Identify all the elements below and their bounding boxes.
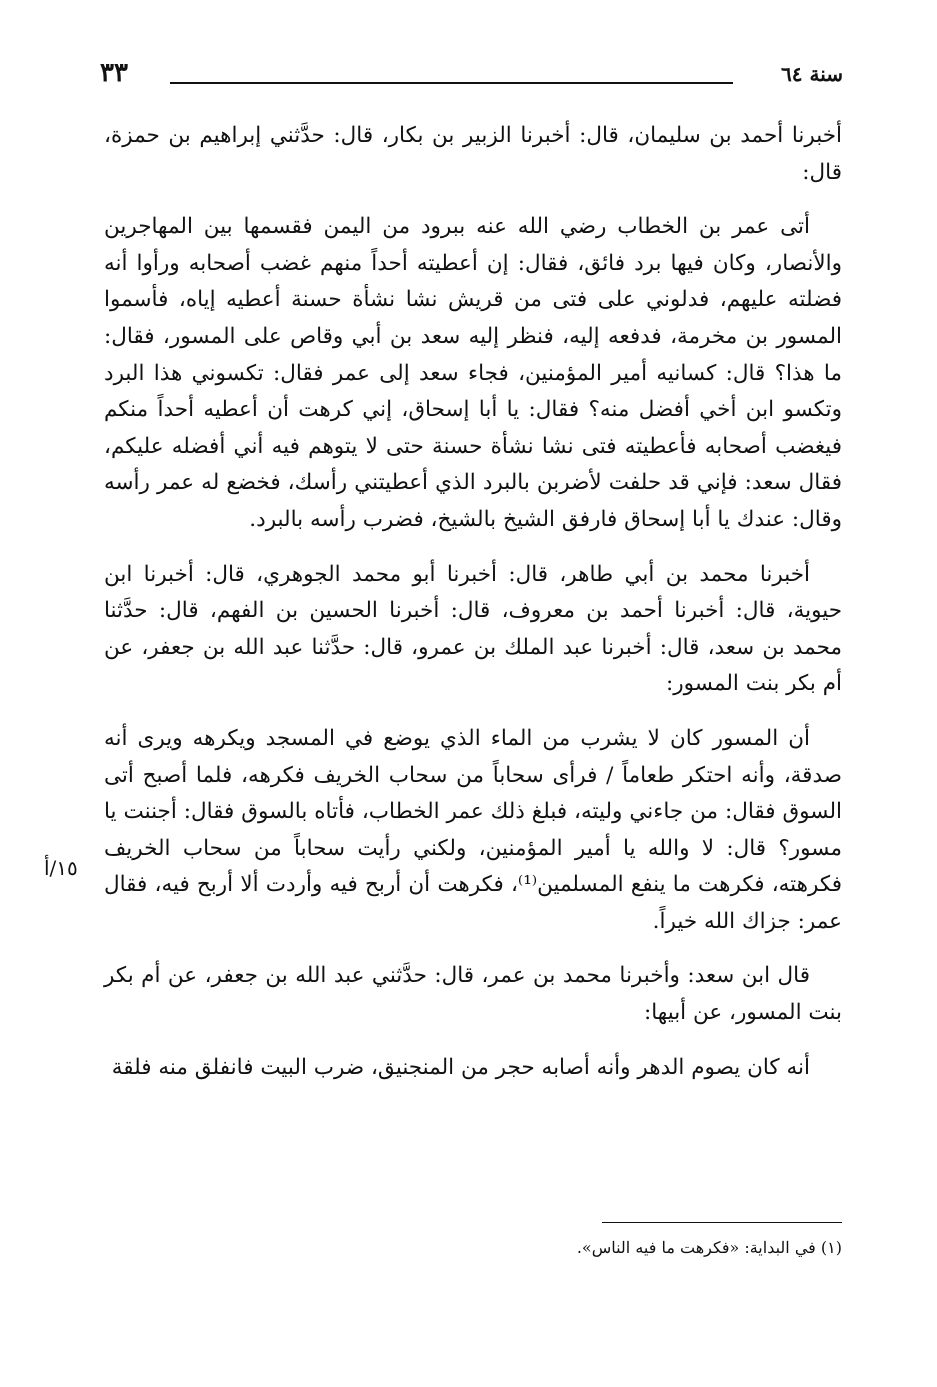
footnote: (١) في البداية: «فكرهت ما فيه الناس».: [576, 1238, 842, 1257]
page-number: ٣٣: [100, 58, 128, 88]
paragraph-isnad-1: أخبرنا أحمد بن سليمان، قال: أخبرنا الزبير بن بكار، قال: حدَّثني إبراهيم بن حمزة، قال:: [104, 123, 842, 185]
paragraph-isnad-2: أخبرنا محمد بن أبي طاهر، قال: أخبرنا أبو محمد الجوهري، قال: أخبرنا ابن حيوية، قال: أخبرنا أحمد بن معروف، قال: أخبرنا الحسين بن الفهم، قال: حدَّثنا محمد بن سعد، قال: أخبرنا عبد الملك بن عمرو، قال: حدَّثنا عبد الله بن جعفر، عن أم بكر بنت المسور:: [104, 561, 842, 697]
manuscript-folio-marker: ١٥/أ: [44, 856, 78, 880]
running-head-year: سنة ٦٤: [781, 62, 843, 86]
footnote-rule: [602, 1222, 842, 1223]
paragraph-narrative-1: أتى عمر بن الخطاب رضي الله عنه ببرود من اليمن فقسمها بين المهاجرين والأنصار، وكان فيها برد فائق، فقال: إن أعطيته أحداً منهم غضب أصحابه ورأوا أنه فضلته عليهم، فدلوني على فتى من قريش نشا نشأة حسنة أعطيه إياه، فأسموا المسور بن مخرمة، فدفعه إليه، فنظر إليه سعد بن أبي وقاص على المسور، فقال: ما هذا؟ قال: كسانيه أمير المؤمنين، فجاء سعد إلى عمر فقال: تكسوني هذا البرد وتكسو ابن أخي أفضل منه؟ فقال: يا أبا إسحاق، إني كرهت أن أعطيه أحداً منكم فيغضب أصحابه فأعطيته فتى نشا نشأة حسنة حتى لا يتوهم فيه أني أفضله عليكم، فقال سعد: فإني قد حلفت لأضربن بالبرد الذي أعطيتني رأسك، فخضع له عمر رأسه وقال: عندك يا أبا إسحاق فارفق الشيخ بالشيخ، فضرب رأسه بالبرد.: [104, 214, 842, 532]
header-rule: [170, 82, 733, 84]
paragraph-narrative-2: أن المسور كان لا يشرب من الماء الذي يوضع في المسجد ويكرهه ويرى أنه صدقة، وأنه احتكر طعاماً / فرأى سحاباً من سحاب الخريف فكرهه، فلما أصبح أتى السوق فقال: من جاءني وليته، فبلغ ذلك عمر الخطاب، فأتاه بالسوق فقال: أجننت يا مسور؟ قال: لا والله يا أمير المؤمنين، ولكني رأيت سحاباً من سحاب الخريف فكرهته، فكرهت ما ينفع المسلمين⁽¹⁾، فكرهت أن أربح فيه وأردت ألا أربح فيه، فقال عمر: جزاك الله خيراً.: [104, 725, 842, 934]
page-header: [100, 58, 843, 94]
paragraph-narrative-3: أنه كان يصوم الدهر وأنه أصابه حجر من المنجنيق، ضرب البيت فانفلق منه فلقة: [111, 1054, 810, 1080]
page-body: [104, 118, 842, 1086]
paragraph-isnad-3: قال ابن سعد: وأخبرنا محمد بن عمر، قال: حدَّثني عبد الله بن جعفر، عن أم بكر بنت المسور، عن أبيها:: [104, 963, 842, 1026]
